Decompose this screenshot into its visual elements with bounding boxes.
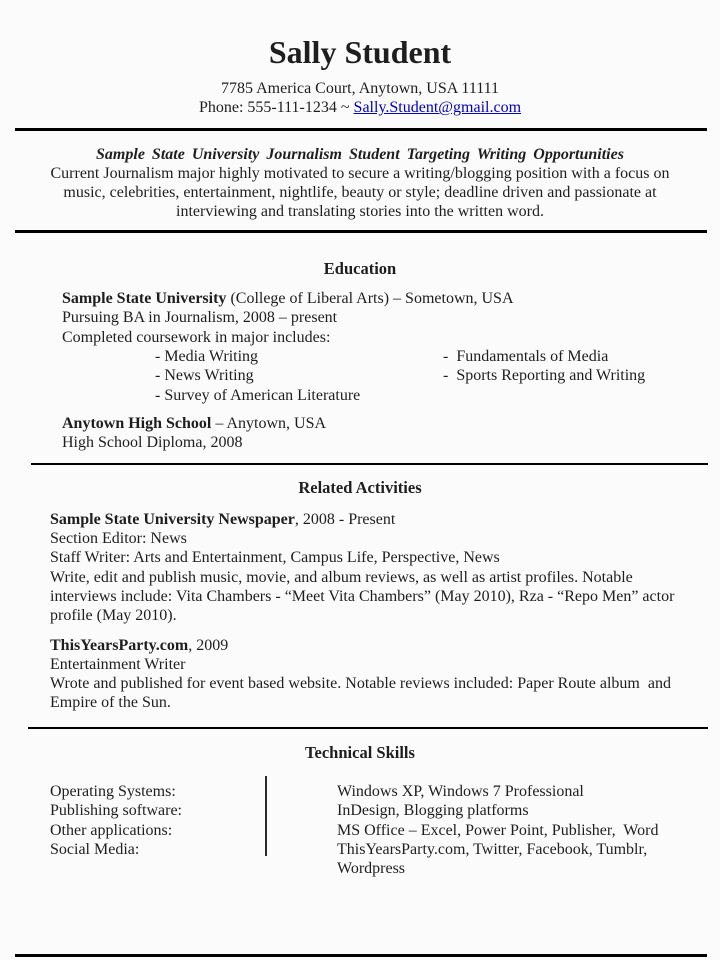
activity-dates: , 2008 - Present bbox=[294, 510, 396, 528]
course-item: - Survey of American Literature bbox=[155, 386, 361, 404]
activity-entry-newspaper bbox=[50, 510, 680, 626]
objective-line: Current Journalism major highly motivated to secure a writing/blogging position with a focus on bbox=[50, 164, 670, 182]
college-location: (College of Liberal Arts) – Sometown, USA bbox=[226, 290, 514, 308]
highschool-name: Anytown High School bbox=[62, 414, 212, 432]
activity-title-line bbox=[50, 636, 680, 655]
coursework-columns bbox=[62, 347, 720, 405]
coursework-column-right bbox=[443, 347, 645, 386]
objective-line: interviewing and translating stories into the written word. bbox=[176, 203, 544, 221]
activity-title: ThisYearsParty.com bbox=[50, 636, 189, 654]
objective-line: music, celebrities, entertainment, nightlife, beauty or style; deadline driven and passionate at bbox=[63, 184, 657, 202]
skill-row bbox=[50, 821, 720, 840]
skills-table bbox=[50, 782, 720, 878]
divider-line-education bbox=[31, 463, 708, 465]
divider-line-bottom bbox=[15, 954, 707, 957]
activity-title-line bbox=[50, 510, 680, 529]
activity-line: Entertainment Writer bbox=[50, 655, 186, 673]
activity-line: Section Editor: News bbox=[50, 530, 187, 548]
skill-value: InDesign, Blogging platforms bbox=[337, 802, 529, 820]
activity-line: Staff Writer: Arts and Entertainment, Campus Life, Perspective, News bbox=[50, 549, 500, 567]
coursework-intro: Completed coursework in major includes: bbox=[62, 328, 331, 346]
skill-value: MS Office – Excel, Power Point, Publisher, Word bbox=[337, 821, 659, 839]
activity-line: interviews include: Vita Chambers - “Meet Vita Chambers” (May 2010), Rza - “Repo Men” actor bbox=[50, 587, 675, 605]
phone-number: Phone: 555-111-1234 ~ bbox=[198, 99, 354, 117]
course-item: - Fundamentals of Media bbox=[443, 347, 609, 365]
person-name: Sally Student bbox=[268, 34, 452, 70]
section-heading-skills: Technical Skills bbox=[305, 742, 415, 762]
highschool-title-line bbox=[62, 414, 720, 433]
degree-line: Pursuing BA in Journalism, 2008 – present bbox=[62, 309, 338, 327]
skill-value: ThisYearsParty.com, Twitter, Facebook, Tumblr, bbox=[337, 840, 648, 858]
activity-line: profile (May 2010). bbox=[50, 607, 177, 625]
skill-label: Other applications: bbox=[50, 821, 173, 839]
skill-value: Windows XP, Windows 7 Professional bbox=[337, 783, 584, 801]
activity-entry-website bbox=[50, 636, 680, 713]
skill-row bbox=[50, 840, 720, 879]
objective-heading: Sample State University Journalism Student Targeting Writing Opportunities bbox=[96, 145, 624, 163]
skill-value-continued: Wordpress bbox=[337, 860, 406, 878]
objective-paragraph bbox=[0, 164, 720, 222]
divider-line-header bbox=[15, 128, 707, 131]
skill-label: Operating Systems: bbox=[50, 783, 176, 801]
phone-line bbox=[0, 98, 720, 117]
course-item: - News Writing bbox=[155, 367, 254, 385]
education-entry-college bbox=[62, 289, 720, 405]
skill-label: Social Media: bbox=[50, 840, 140, 858]
course-item: - Sports Reporting and Writing bbox=[443, 367, 646, 385]
skill-label: Publishing software: bbox=[50, 802, 182, 820]
activity-title: Sample State University Newspaper bbox=[50, 510, 295, 528]
resume-header bbox=[0, 0, 720, 118]
section-heading-education: Education bbox=[323, 258, 397, 278]
skill-row bbox=[50, 801, 720, 820]
education-entry-highschool bbox=[62, 414, 720, 453]
college-name: Sample State University bbox=[62, 290, 227, 308]
highschool-location: – Anytown, USA bbox=[211, 414, 327, 432]
course-item: - Media Writing bbox=[155, 347, 259, 365]
divider-line-activities bbox=[28, 727, 708, 729]
activity-line: Wrote and published for event based website. Notable reviews included: Paper Route album and bbox=[50, 675, 671, 693]
divider-line-objective bbox=[15, 230, 707, 233]
skills-vertical-divider bbox=[265, 776, 267, 856]
activity-line: Empire of the Sun. bbox=[50, 694, 171, 712]
skill-row bbox=[50, 782, 720, 801]
email-link[interactable]: Sally.Student@gmail.com bbox=[353, 99, 522, 117]
activity-line: Write, edit and publish music, movie, and album reviews, as well as artist profiles. Notable bbox=[50, 568, 633, 586]
section-heading-activities: Related Activities bbox=[298, 478, 422, 498]
skill-value-wrap bbox=[337, 840, 647, 879]
highschool-detail: High School Diploma, 2008 bbox=[62, 434, 243, 452]
college-title-line bbox=[62, 289, 720, 308]
address-line: 7785 America Court, Anytown, USA 11111 bbox=[220, 80, 500, 97]
activity-dates: , 2009 bbox=[188, 636, 229, 654]
